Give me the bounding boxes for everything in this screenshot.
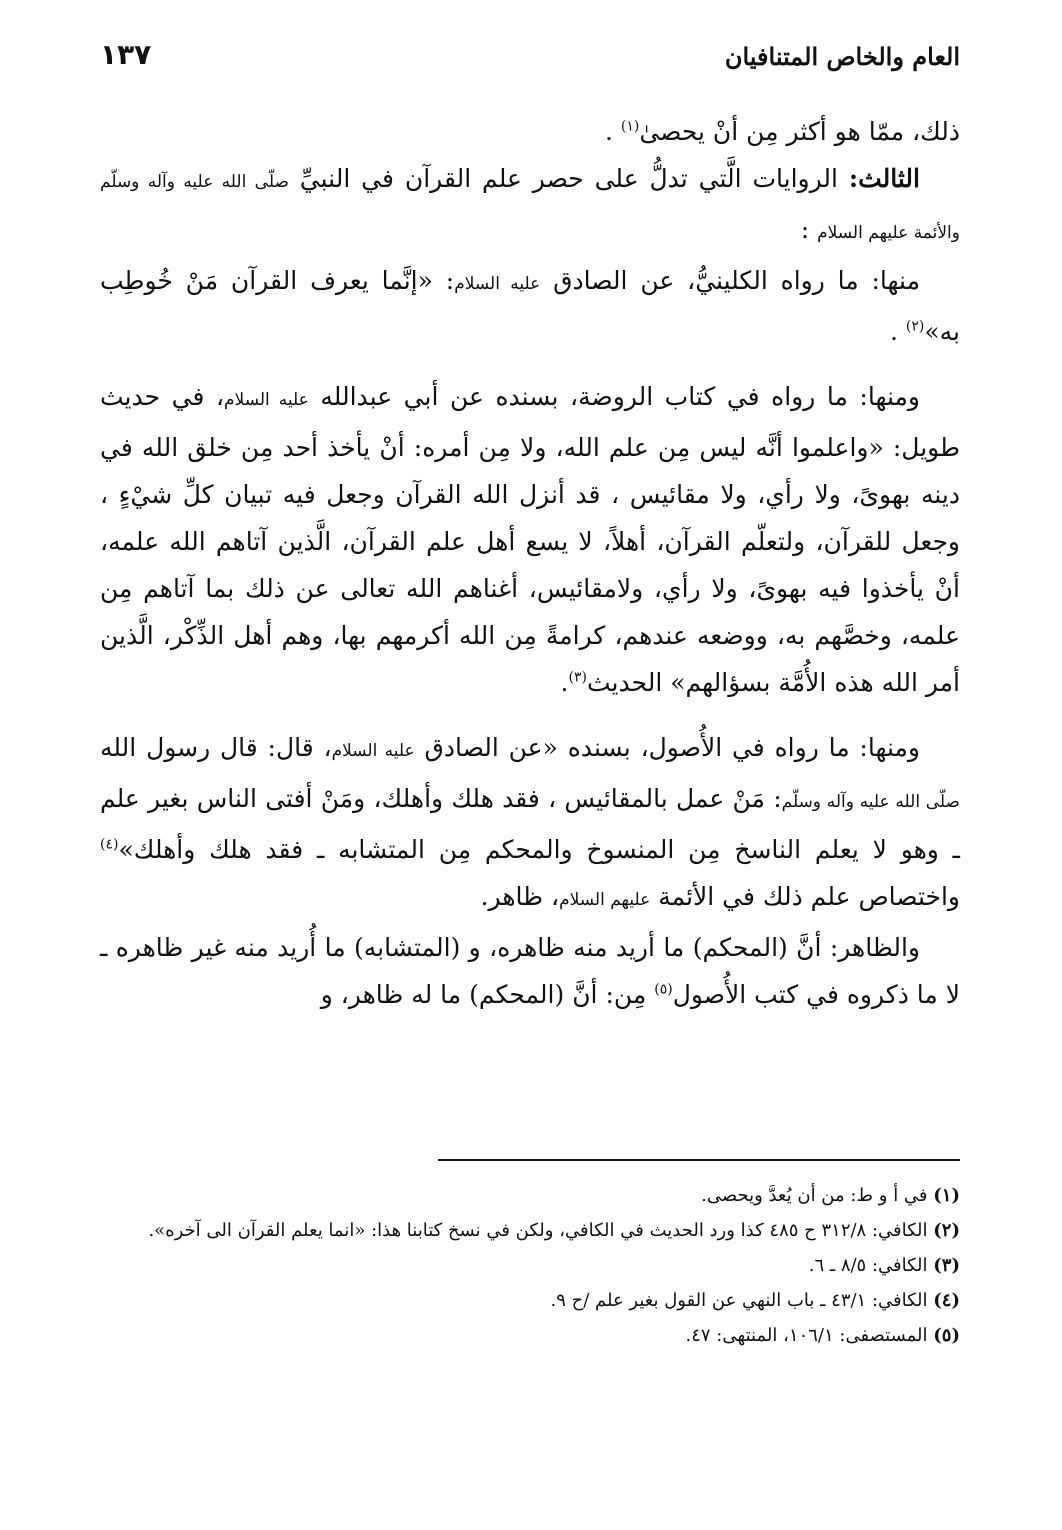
paragraph-2-lead: الثالث: [848, 164, 920, 193]
paragraph-2-end: : [800, 215, 818, 244]
footnote-ref-2: (٢) [905, 318, 925, 335]
paragraph-4-end: . [560, 668, 569, 697]
paragraph-5-text-c: : مَنْ عمل بالمقائيس ، فقد هلك وأهلك، ومَنْ أفتى الناس بغير علم ـ وهو لا يعلم الناسخ مِن المنسوخ والمحكم مِن المتشابه ـ فقد هلك وأهلك» [100, 784, 960, 864]
paragraph-1-end: . [604, 117, 621, 146]
honorific-sadiq-2: عليه السلام [331, 741, 415, 761]
paragraph-4-text-a: ومنها: ما رواه في كتاب الروضة، بسنده عن أبي عبدالله [308, 382, 920, 411]
footnote-separator [438, 1159, 960, 1161]
honorific-abi-abdillah: عليه السلام [224, 390, 309, 410]
paragraph-6 [100, 924, 960, 1018]
footnote-ref-3: (٣) [568, 669, 587, 686]
page-header [100, 38, 960, 88]
footnote-1-text: في أ و ط: من أن يُعدَّ ويحصى. [701, 1185, 934, 1206]
paragraph-3 [100, 257, 960, 355]
running-title: العام والخاص المتنافيان [724, 42, 960, 71]
paragraph-2 [100, 155, 960, 257]
paragraph-1 [100, 108, 960, 155]
honorific-prophet: صلّى الله عليه وآله وسلّم والأئمة عليهم السلام [100, 172, 960, 243]
footnote-ref-4: (٤) [100, 836, 119, 853]
footnote-4-text: الكافي: ٤٣/١ ـ باب النهي عن القول بغير علم /ح ٩. [550, 1290, 934, 1311]
footnote-2-number: (٢) [933, 1220, 960, 1241]
footnote-5 [100, 1318, 960, 1353]
footnote-ref-5: (٥) [654, 981, 673, 998]
footnote-3 [100, 1248, 960, 1283]
footnote-5-text: المستصفى: ١٠٦/١، المنتهى: ٤٧. [685, 1325, 934, 1346]
paragraph-3-end: . [889, 317, 906, 346]
paragraph-5 [100, 724, 960, 924]
footnote-1 [100, 1178, 960, 1213]
footnote-4-number: (٤) [933, 1290, 960, 1311]
paragraph-2-text: الروايات الَّتي تدلُّ على حصر علم القرآن في النبيِّ [288, 164, 849, 193]
footnote-2-text: الكافي: ٣١٢/٨ ح ٤٨٥ كذا ورد الحديث في الكافي، ولكن في نسخ كتابنا هذا: «انما يعلم القرآن الى آخره». [148, 1220, 934, 1241]
paragraph-4 [100, 373, 960, 706]
body-text [100, 108, 960, 1018]
paragraph-6-text-b: مِن: أنَّ (المحكم) ما له ظاهر، و [320, 980, 655, 1009]
paragraph-5-text-a: ومنها: ما رواه في الأُصول، بسنده «عن الصادق [414, 733, 920, 762]
footnote-2 [100, 1213, 960, 1248]
footnote-1-number: (١) [933, 1185, 960, 1206]
paragraph-3-text-b: : «إنَّما يعرف القرآن مَنْ خُوطِب به» [100, 266, 960, 346]
paragraph-1-text: ذلك، ممّا هو أكثر مِن أنْ يحصىٰ [639, 117, 960, 146]
footnote-ref-1: (١) [620, 118, 640, 135]
paragraph-5-text-d: واختصاص علم ذلك في الأئمة [650, 882, 960, 911]
paragraph-3-text-a: منها: ما رواه الكلينيُّ، عن الصادق [540, 266, 920, 295]
page-number: ١٣٧ [100, 38, 152, 71]
honorific-prophet-2: صلّى الله عليه وآله وسلّم [781, 792, 960, 812]
footnote-5-number: (٥) [933, 1325, 960, 1346]
paragraph-6-text-a: والظاهر: أنَّ (المحكم) ما أريد منه ظاهره، و (المتشابه) ما أُريد منه غير ظاهره ـ لا ما ذكروه في كتب الأُصول [100, 933, 960, 1009]
paragraph-5-end: ، ظاهر. [480, 882, 560, 911]
honorific-sadiq: عليه السلام [454, 274, 541, 294]
paragraph-4-text-b: ، في حديث طويل: «واعلموا أنَّه ليس مِن علم الله، ولا مِن أمره: أنْ يأخذ أحد مِن خلق الله في دينه بهوىً، ولا رأي، ولا مقائيس ، قد أنزل الله القرآن وجعل فيه تبيان كلِّ شيْءٍ ، وجعل للقرآن، ولتعلّم القرآن، أهلاً، لا يسع أهل علم القرآن، الَّذين آتاهم الله علمه، أنْ يأخذوا فيه بهوىً، ولا رأي، ولامقائيس، أغناهم الله تعالى عن ذلك بما آتاهم مِن علمه، وخصَّهم به، ووضعه عندهم، كرامةً مِن الله أكرمهم بها، وهم أهل الذِّكْر، الَّذين أمر الله هذه الأُمَّة بسؤالهم» الحديث [100, 382, 960, 697]
footnotes [100, 1178, 960, 1353]
paragraph-5-text-b: ، قال: قال رسول الله [100, 733, 332, 762]
footnote-3-number: (٣) [933, 1255, 960, 1276]
honorific-imams: عليهم السلام [559, 890, 651, 910]
footnote-3-text: الكافي: ٨/٥ ـ ٦. [808, 1255, 934, 1276]
footnote-4 [100, 1283, 960, 1318]
